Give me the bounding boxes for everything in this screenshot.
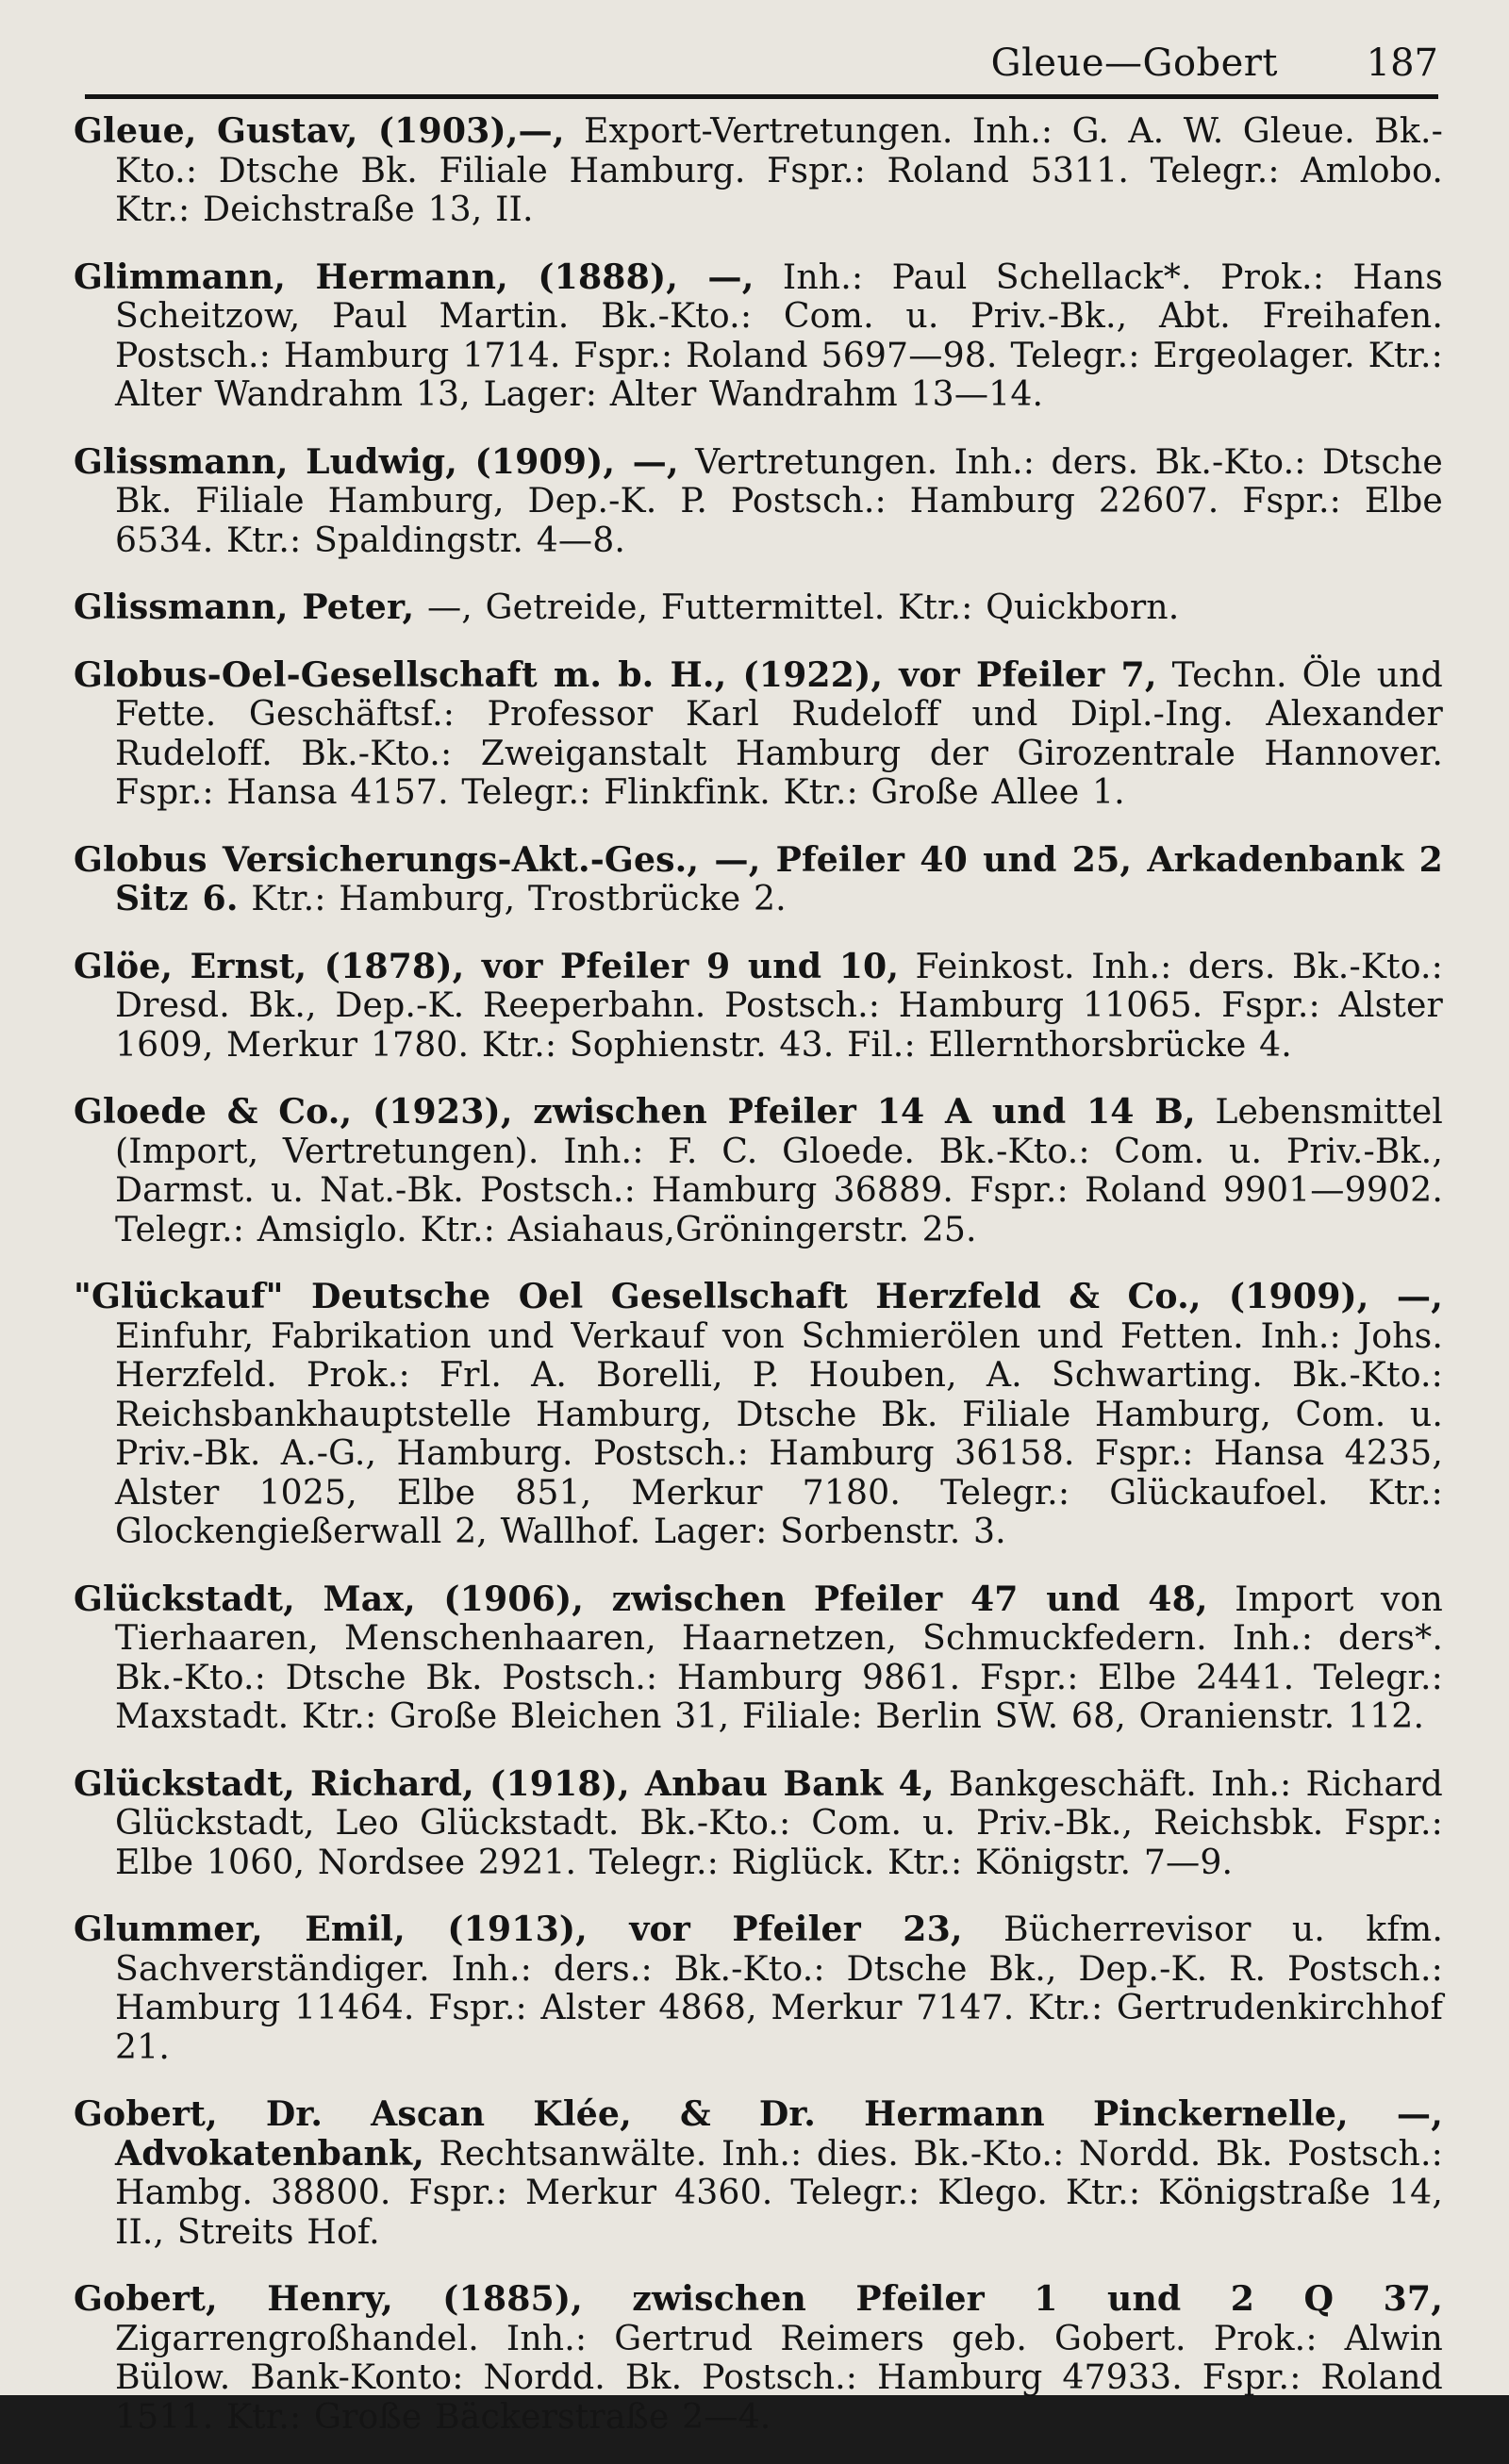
directory-entry: [74, 947, 1443, 1065]
directory-entry: [74, 2279, 1443, 2436]
entry-head: Glummer, Emil, (1913), vor Pfeiler 23,: [74, 1909, 963, 1949]
directory-entry: [74, 587, 1443, 627]
entry-body: Bankgeschäft. Inh.: Richard Glückstadt, Leo Glückstadt. Bk.-Kto.: Com. u. Priv.-Bk., Reichsbk. Fspr.: Elbe 1060, Nordsee 2921. Telegr.: Riglück. Ktr.: Königstr. 7—9.: [115, 1762, 1444, 1882]
entry-head: Gobert, Henry, (1885), zwischen Pfeiler 1 und 2 Q 37,: [74, 2278, 1443, 2319]
entry-head: Glissmann, Ludwig, (1909), —,: [74, 440, 679, 482]
running-header: [85, 36, 1438, 92]
entry-head: "Glückauf" Deutsche Oel Gesellschaft Herzfeld & Co., (1909), —,: [74, 1276, 1443, 1316]
directory-entry: [74, 442, 1443, 560]
entry-body: Export-Vertretungen. Inh.: G. A. W. Gleue. Bk.-Kto.: Dtsche Bk. Filiale Hamburg. Fspr.: Roland 5311. Telegr.: Amlobo. Ktr.: Deichstraße 13, II.: [115, 110, 1443, 229]
entry-head: Gobert, Dr. Ascan Klée, & Dr. Hermann Pinckernelle, —, Advokatenbank,: [74, 2093, 1443, 2174]
entry-list: [74, 111, 1443, 2464]
directory-entry: [74, 1579, 1443, 1736]
entry-head: Gloede & Co., (1923), zwischen Pfeiler 14 A und 14 B,: [74, 1091, 1196, 1132]
entry-body: —, Getreide, Futtermittel. Ktr.: Quickborn.: [414, 587, 1180, 627]
entry-head: Glimmann, Hermann, (1888), —,: [74, 256, 754, 297]
entry-head: Globus Versicherungs-Akt.-Ges., —, Pfeiler 40 und 25, Arkadenbank 2 Sitz 6.: [74, 838, 1443, 918]
entry-body: Techn. Öle und Fette. Geschäftsf.: Professor Karl Rudeloff und Dipl.-Ing. Alexander Rudeloff. Bk.-Kto.: Zweiganstalt Hamburg der Girozentrale Hannover. Fspr.: Hansa 4157. Telegr.: Flinkfink. Ktr.: Große Allee 1.: [115, 653, 1444, 812]
entry-body: Bücherrevisor u. kfm. Sachverständiger. Inh.: ders.: Bk.-Kto.: Dtsche Bk., Dep.-K. R. Postsch.: Hamburg 11464. Fspr.: Alster 4868, Merkur 7147. Ktr.: Gertrudenkirchhof 21.: [115, 1909, 1443, 2067]
entry-body: Inh.: Paul Schellack*. Prok.: Hans Scheitzow, Paul Martin. Bk.-Kto.: Com. u. Priv.-Bk., Abt. Freihafen. Postsch.: Hamburg 1714. Fspr.: Roland 5697—98. Telegr.: Ergeolager. Ktr.: Alter Wandrahm 13, Lager: Alter Wandrahm 13—14.: [115, 256, 1444, 414]
entry-body: Lebensmittel (Import, Vertretungen). Inh.: F. C. Gloede. Bk.-Kto.: Com. u. Priv.-Bk., Darmst. u. Nat.-Bk. Postsch.: Hamburg 36889. Fspr.: Roland 9901—9902. Telegr.: Amsiglo. Ktr.: Asiahaus,Gröningerstr. 25.: [115, 1091, 1444, 1249]
entry-body: Vertretungen. Inh.: ders. Bk.-Kto.: Dtsche Bk. Filiale Hamburg, Dep.-K. P. Postsch.: Hamburg 22607. Fspr.: Elbe 6534. Ktr.: Spaldingstr. 4—8.: [115, 440, 1443, 560]
directory-entry: [74, 1277, 1443, 1551]
directory-entry: [74, 111, 1443, 229]
running-title: Gleue—Gobert: [990, 41, 1278, 85]
directory-entry: [74, 1764, 1443, 1882]
entry-body: Rechtsanwälte. Inh.: dies. Bk.-Kto.: Nordd. Bk. Postsch.: Hambg. 38800. Fspr.: Merkur 4360. Telegr.: Klego. Ktr.: Königstraße 14, II., Streits Hof.: [115, 2132, 1443, 2252]
entry-body: Ktr.: Hamburg, Trostbrücke 2.: [238, 878, 787, 918]
directory-entry: [74, 1092, 1443, 1249]
entry-body: Import von Tierhaaren, Menschenhaaren, Haarnetzen, Schmuckfedern. Inh.: ders*. Bk.-Kto.: Dtsche Bk. Postsch.: Hamburg 9861. Fspr.: Elbe 2441. Telegr.: Maxstadt. Ktr.: Große Bleichen 31, Filiale: Berlin SW. 68, Oranienstr. 112.: [115, 1578, 1443, 1736]
entry-body: Zigarrengroßhandel. Inh.: Gertrud Reimers geb. Gobert. Prok.: Alwin Bülow. Bank-Konto: Nordd. Bk. Postsch.: Hamburg 47933. Fspr.: Roland 1511. Ktr.: Große Bäckerstraße 2—4.: [115, 2317, 1443, 2437]
directory-entry: [74, 2094, 1443, 2251]
entry-head: Glückstadt, Richard, (1918), Anbau Bank 4,: [74, 1762, 935, 1804]
directory-entry: [74, 655, 1443, 812]
page-number: 187: [1366, 41, 1438, 85]
header-rule: [85, 94, 1438, 99]
entry-head: Gleue, Gustav, (1903),—,: [74, 110, 565, 151]
entry-head: Glissmann, Peter,: [74, 587, 415, 627]
entry-head: Glückstadt, Max, (1906), zwischen Pfeiler 47 und 48,: [74, 1578, 1208, 1619]
directory-entry: [74, 257, 1443, 414]
entry-head: Globus-Oel-Gesellschaft m. b. H., (1922), vor Pfeiler 7,: [74, 653, 1157, 695]
directory-entry: [74, 840, 1443, 918]
entry-body: Feinkost. Inh.: ders. Bk.-Kto.: Dresd. Bk., Dep.-K. Reeperbahn. Postsch.: Hamburg 11065. Fspr.: Alster 1609, Merkur 1780. Ktr.: Sophienstr. 43. Fil.: Ellernthorsbrücke 4.: [115, 945, 1443, 1065]
entry-head: Glöe, Ernst, (1878), vor Pfeiler 9 und 10,: [74, 945, 900, 986]
entry-body: Einfuhr, Fabrikation und Verkauf von Schmierölen und Fetten. Inh.: Johs. Herzfeld. Prok.: Frl. A. Borelli, P. Houben, A. Schwarting. Bk.-Kto.: Reichsbankhauptstelle Hamburg, Dtsche Bk. Filiale Hamburg, Com. u. Priv.-Bk. A.-G., Hamburg. Postsch.: Hamburg 36158. Fspr.: Hansa 4235, Alster 1025, Elbe 851, Merkur 7180. Telegr.: Glückaufoel. Ktr.: Glockengießerwall 2, Wallhof. Lager: Sorbenstr. 3.: [115, 1315, 1443, 1551]
directory-entry: [74, 1910, 1443, 2066]
